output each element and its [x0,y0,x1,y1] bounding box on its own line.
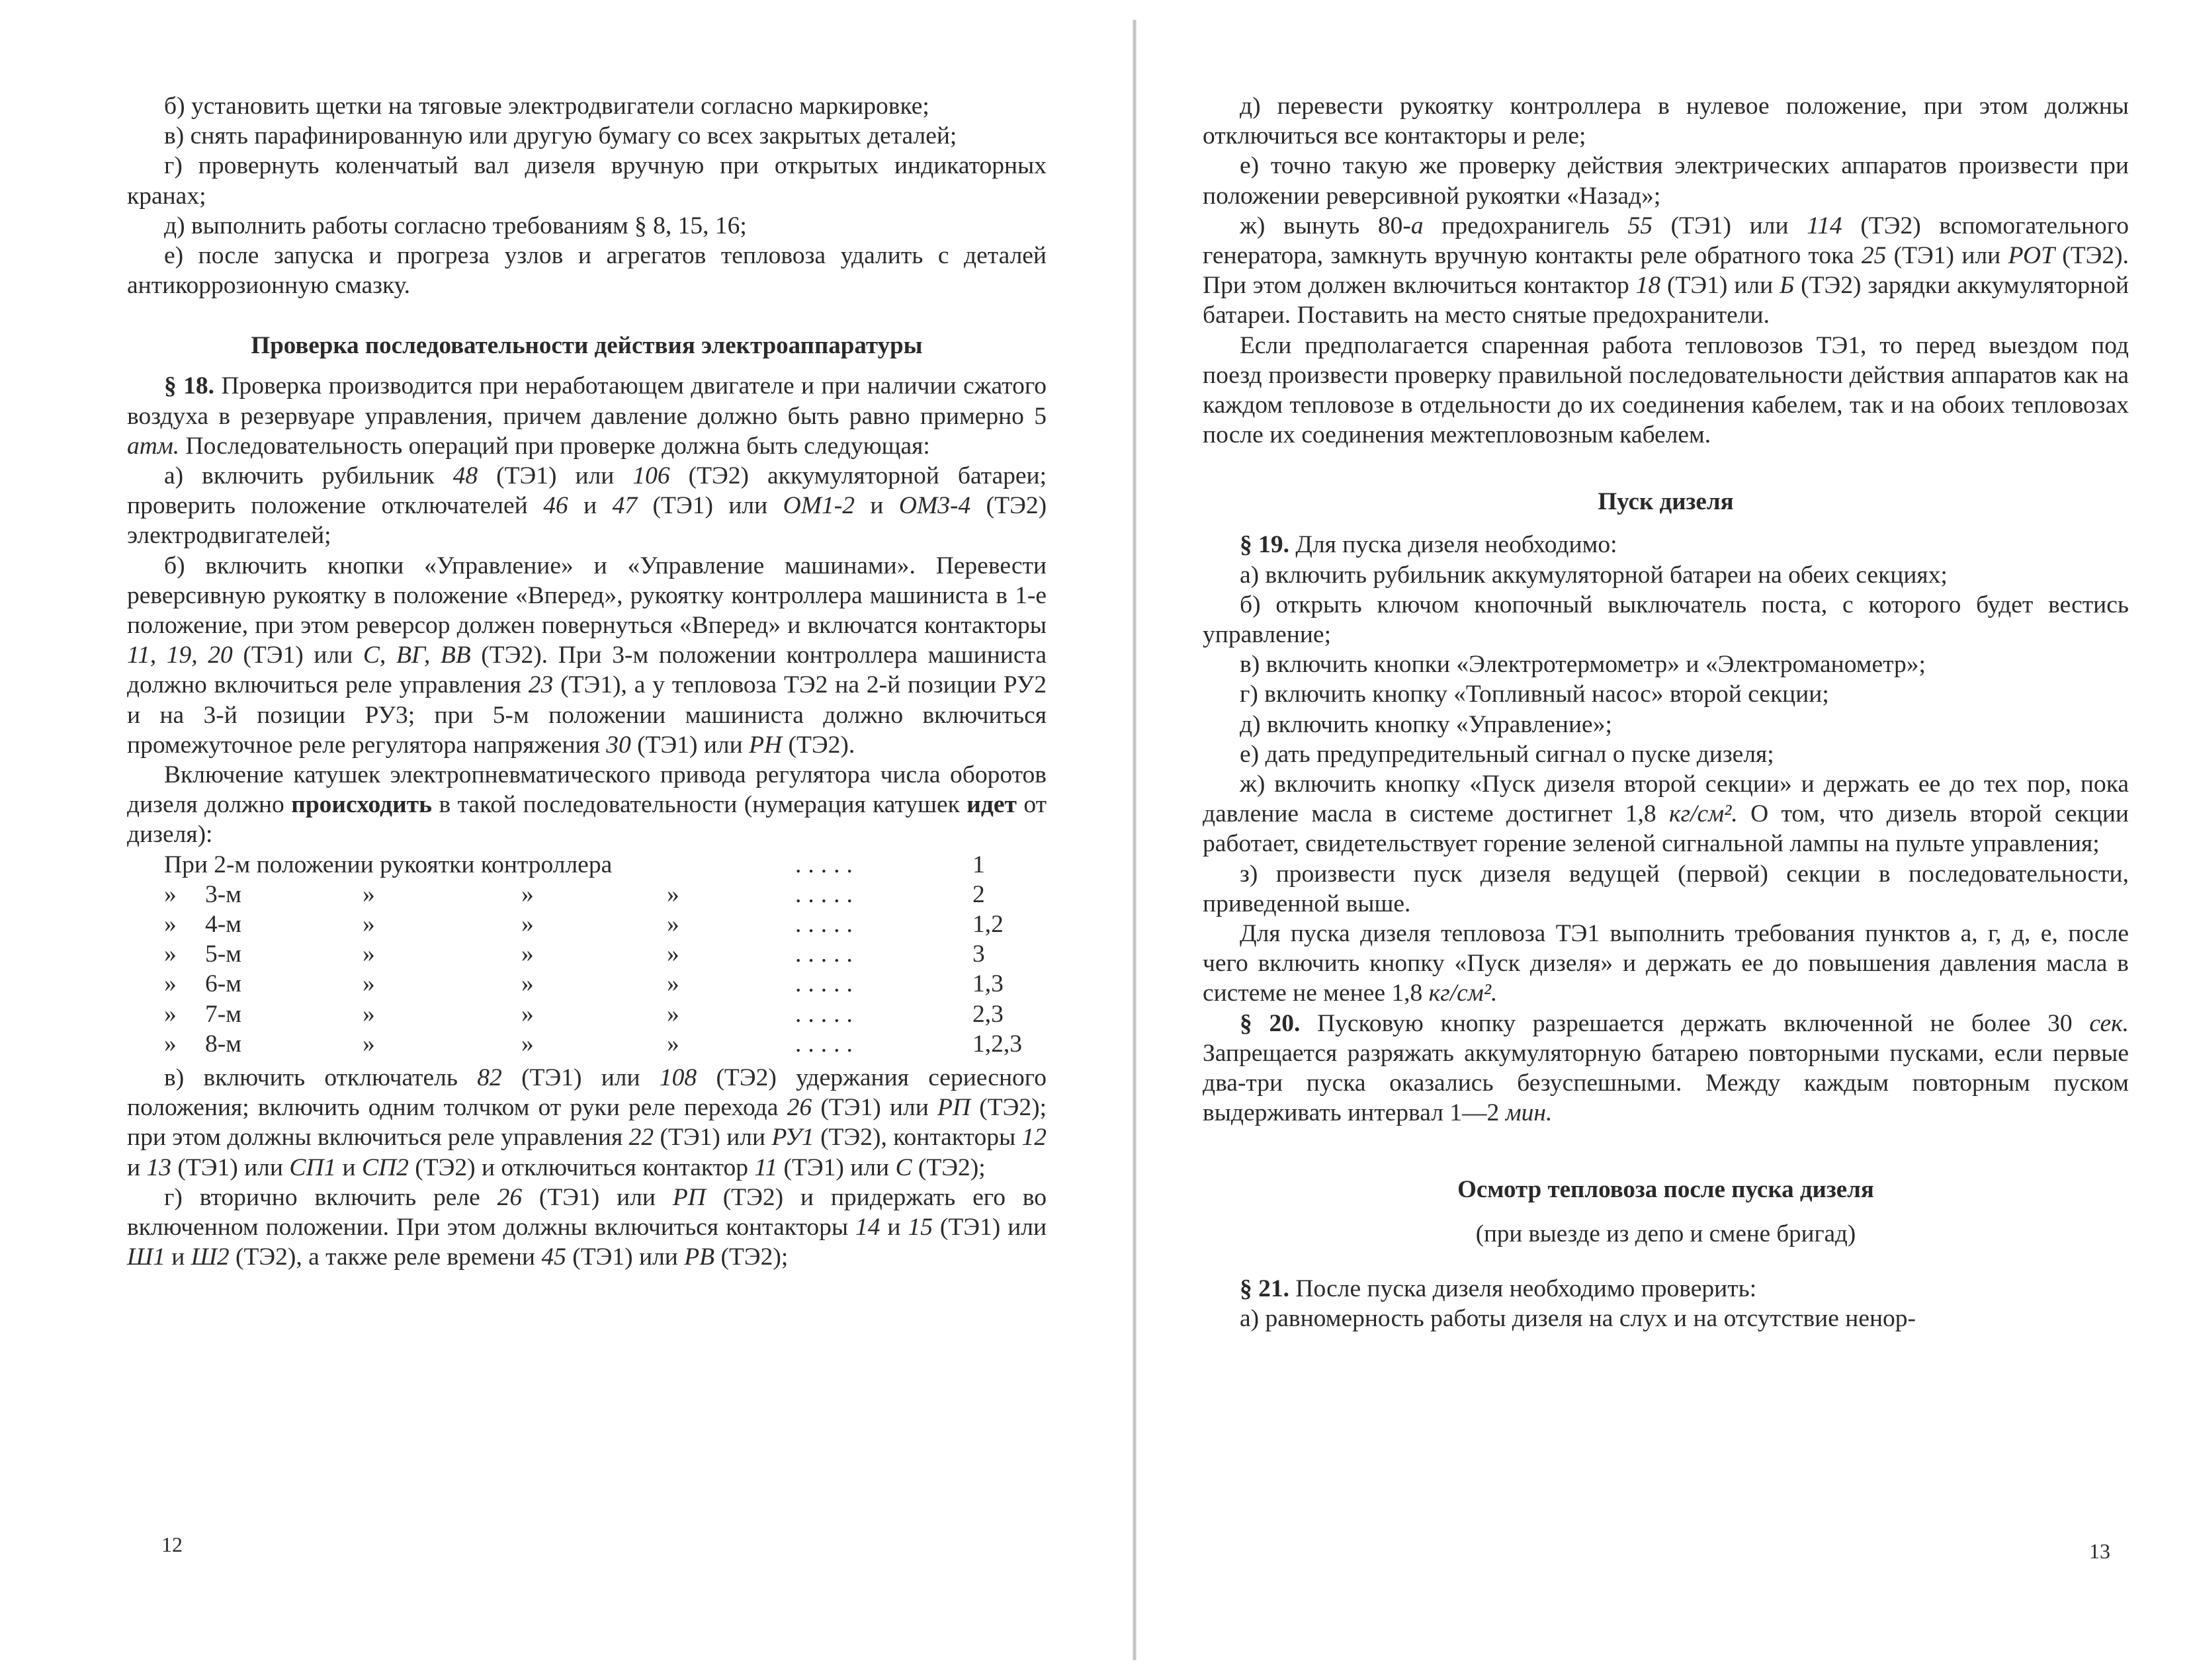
text-fragment: (ТЭ1) или [496,462,615,490]
ref-number: РВ [684,1243,715,1271]
step-d: д) включить кнопку «Управление»; [1240,710,1612,738]
step-a: а) включить рубильник аккумуляторной батареи на обеих секциях; [1240,561,1948,589]
table-value: 1,2,3 [972,1030,1022,1058]
ditto-mark: » [667,911,679,939]
text-fragment: Проверка производится при неработающем двигателе и при наличии сжатого воздуха в резервуаре управления, причем давление должно быть равно примерно 5 [127,372,1047,430]
table-value: 2,3 [972,1000,1004,1028]
text-fragment: (ТЭ2) электродвигателей; [127,492,1047,550]
text-fragment: г) вторично включить реле [164,1183,480,1211]
page-number-right: 13 [2089,1539,2110,1563]
text-fragment: ж) включить кнопку «Пуск дизеля второй секции» и держать ее до тех пор, пока давление масла в системе достигнет 1,8 [1203,771,2129,828]
section-heading: Осмотр тепловоза после пуска дизеля [1457,1175,1874,1203]
text-fragment: и [342,1154,356,1181]
text-fragment: (ТЭ1) или [783,1154,890,1181]
unit-label: мин. [1505,1099,1553,1127]
table-value: 1,3 [972,970,1004,998]
ref-number: 26 [787,1094,812,1122]
ref-number: 25 [1861,242,1887,270]
table-dots: ..... [795,911,859,939]
table-dots: ..... [795,970,859,998]
section-20-paragraph [1203,1009,2129,1128]
ref-number: СП2 [362,1154,409,1181]
text-fragment: предохранигель [1441,212,1610,239]
paragraph-zh [1203,211,2129,331]
table-row [127,969,1047,999]
text-fragment: (ТЭ1) или [572,1243,678,1271]
ref-number: СП1 [289,1154,337,1181]
ref-number: 12 [1021,1124,1047,1152]
ref-number: 106 [632,462,670,490]
coil-sequence-table [127,850,1047,1059]
text-fragment: а [1410,212,1424,239]
item-g-paragraph [127,1183,1047,1273]
text-fragment: (ТЭ2) и придержать его во включенном положении. При этом должны включиться контакторы [127,1183,1047,1241]
ref-number: С, ВГ, ВВ [363,642,471,669]
table-row [127,850,1047,880]
ditto-mark: » [363,1030,375,1058]
item-a-paragraph [127,461,1047,551]
paragraph-d: д) выполнить работы согласно требованиям § 8, 15, 16; [164,212,747,239]
text-fragment: (ТЭ1) или [177,1154,283,1181]
text-fragment: (ТЭ2); [720,1243,789,1271]
ref-number: 47 [612,492,638,520]
ref-number: 11, 19, 20 [127,642,233,669]
ditto-mark: » [521,1030,534,1058]
text-fragment: Запрещается разряжать аккумуляторную батарею повторными пусками, если первые два-три пуска оказались безуспешными. Между каждым повторным пуском выдерживать интервал 1—2 [1203,1039,2129,1127]
text-fragment: и [870,492,884,520]
text-fragment: (ТЭ1) или [1667,272,1774,300]
table-position: 6-м [205,970,241,998]
text-fragment: в) включить отключатель [164,1064,458,1091]
text-fragment: а) включить рубильник [164,462,435,490]
coils-paragraph [127,760,1047,850]
table-row [127,939,1047,969]
unit-label: кг/см². [1428,980,1498,1007]
ref-number: 45 [541,1243,566,1271]
te1-start-paragraph [1203,919,2129,1009]
text-fragment: Включение катушек электропневматического привода регулятора числа оборотов дизеля должно [127,761,1047,819]
table-position: 8-м [205,1030,241,1058]
text-fragment: (ТЭ1) или [521,1064,640,1091]
table-position: 4-м [205,911,241,939]
text-fragment: (ТЭ1) или [652,492,768,520]
ditto-mark: » [363,880,375,908]
text-fragment: (ТЭ2), а также реле времени [235,1243,535,1271]
section-number: § 19. [1240,531,1289,559]
section-18-paragraph [127,371,1047,461]
text-fragment: (ТЭ2); [918,1154,986,1181]
table-position: 5-м [205,941,241,968]
text-fragment: от дизеля): [127,791,1047,849]
text-fragment: (ТЭ2), контакторы [820,1124,1016,1152]
ditto-mark: » [164,880,177,908]
table-value: 2 [972,880,985,908]
table-row [127,909,1047,939]
ditto-mark: » [521,911,534,939]
table-dots: ..... [795,1000,859,1028]
step-zh [1203,769,2129,859]
paragraph-g: г) провернуть коленчатый вал дизеля вручную при открытых индикаторных кранах; [127,152,1047,210]
text-fragment: идет [967,791,1017,819]
unit-label: сек. [2089,1009,2129,1037]
ditto-mark: » [363,911,375,939]
text-fragment: (ТЭ2); при этом должны включиться реле управления [127,1094,1047,1152]
text-fragment: (ТЭ2). При 3-м положении контроллера машиниста должно включиться реле управления [127,642,1047,699]
paragraph-d: д) перевести рукоятку контроллера в нулевое положение, при этом должны отключиться все контакторы и реле; [1203,93,2129,150]
section-19-paragraph [1203,530,2129,560]
table-row [127,999,1047,1029]
ref-number: РН [749,731,783,759]
right-page [1203,91,2129,1333]
ref-number: 15 [908,1214,933,1241]
text-fragment: (ТЭ2). [788,731,855,759]
ditto-mark: » [363,941,375,968]
text-fragment: и [171,1243,185,1271]
table-dots: ..... [795,880,859,908]
text-fragment: (ТЭ2) и отключиться контактор [415,1154,749,1181]
text-fragment: в такой последовательности (нумерация катушек [439,791,960,819]
ref-number: РП [937,1094,971,1122]
ref-number: 11 [754,1154,778,1181]
text-fragment: (ТЭ1) или [1893,242,2001,270]
book-gutter [1133,20,1137,1660]
table-value: 1,2 [972,911,1004,939]
ref-number: Ш1 [127,1243,165,1271]
ref-number: 14 [855,1214,881,1241]
ref-number: 114 [1807,212,1842,239]
section-heading: Проверка последовательности действия электроаппаратуры [251,332,923,360]
ditto-mark: » [667,941,679,968]
ref-number: 13 [146,1154,171,1181]
unit-label: кг/см². [1668,800,1738,828]
ditto-mark: » [521,970,534,998]
text-fragment: Для пуска дизеля необходимо: [1295,531,1617,559]
paragraph-b: б) установить щетки на тяговые электродвигатели согласно маркировке; [164,93,929,120]
text-fragment: (ТЭ2) аккумуляторной батареи; проверить положение отключателей [127,462,1047,520]
ditto-mark: » [667,880,679,908]
ref-number: 46 [543,492,568,520]
text-fragment: происходить [291,791,433,819]
ref-number: 82 [477,1064,502,1091]
table-dots: ..... [795,851,859,878]
ditto-mark: » [521,941,534,968]
text-fragment: Пусковую кнопку разрешается держать включенной не более 30 [1317,1009,2073,1037]
step-e: е) дать предупредительный сигнал о пуске дизеля; [1240,740,1774,768]
text-fragment: (ТЭ1) или [1670,212,1789,239]
ref-number: 108 [659,1064,697,1091]
step-g: г) включить кнопку «Топливный насос» второй секции; [1240,681,1829,708]
paragraph-e: е) точно такую же проверку действия электрических аппаратов произвести при положении реверсивной рукоятки «Назад»; [1203,152,2129,210]
table-value: 3 [972,941,985,968]
text-fragment: (ТЭ2) вспомогательного генератора, замкнуть вручную контакты реле обратного тока [1203,212,2129,270]
paragraph-e: е) после запуска и прогреза узлов и агрегатов тепловоза удалить с деталей антикоррозионную смазку. [127,242,1047,300]
text-fragment: Для пуска дизеля тепловоза ТЭ1 выполнить требования пунктов а, г, д, е, после чего включить кнопку «Пуск дизеля» и держать ее до повышения давления масла в системе не менее 1,8 [1203,920,2129,1007]
text-fragment: б) включить кнопки «Управление» и «Управление машинами». Перевести реверсивную рукоятку в положение «Вперед», рукоятку контроллера машиниста в 1-е положение, при этом реверсор должен повернуться «Вперед» и включатся контакторы [127,552,1047,640]
paragraph-v: в) снять парафинированную или другую бумагу со всех закрытых деталей; [164,122,957,150]
ref-number: 30 [606,731,631,759]
section-number: § 18. [164,372,215,400]
text-fragment: (ТЭ1) или [538,1183,656,1211]
ref-number: ОМ1-2 [783,492,855,520]
ditto-mark: » [164,911,177,939]
ref-number: 26 [497,1183,523,1211]
text-fragment: ж) вынуть 80- [1240,212,1411,239]
text-fragment: (ТЭ1) или [637,731,743,759]
page-number-left: 12 [161,1533,183,1556]
text-fragment: После пуска дизеля необходимо проверить: [1295,1275,1757,1302]
ref-number: 18 [1635,272,1661,300]
text-fragment: и [583,492,597,520]
ref-number: 22 [628,1124,654,1152]
text-fragment: (ТЭ1) или [243,642,353,669]
ditto-mark: » [521,880,534,908]
ditto-mark: » [363,1000,375,1028]
ditto-mark: » [164,1000,177,1028]
ref-number: РП [672,1183,706,1211]
table-dots: ..... [795,941,859,968]
table-row [127,880,1047,909]
table-position: 3-м [205,880,241,908]
ref-number: 48 [452,462,478,490]
ref-number: 23 [528,671,554,699]
ref-number: РОТ [2008,242,2055,270]
table-value: 1 [972,851,985,878]
item-b-paragraph [127,551,1047,760]
step-z: з) произвести пуск дизеля ведущей (первой) секции в последовательности, приведенной выше. [1203,860,2129,917]
ditto-mark: » [363,970,375,998]
text-fragment: и [127,1154,141,1181]
ditto-mark: » [164,941,177,968]
text-fragment: (ТЭ1), а у тепловоза ТЭ2 на 2-й позиции РУ2 и на 3-й позиции РУ3; при 5-м положении машиниста должно включиться промежуточное реле регулятора напряжения [127,671,1047,759]
ditto-mark: » [164,970,177,998]
ditto-mark: » [667,1000,679,1028]
section-number: § 21. [1240,1275,1289,1302]
item-v-paragraph [127,1063,1047,1183]
ref-number: ОМ3-4 [898,492,971,520]
text-fragment: (ТЭ1) или [660,1124,766,1152]
step-b: б) открыть ключом кнопочный выключатель поста, с которого будет вестись управление; [1203,591,2129,649]
ref-number: Б [1780,272,1795,300]
text-fragment: Последовательность операций при проверке должна быть следующая: [185,432,930,460]
ditto-mark: » [667,970,679,998]
ref-number: Ш2 [191,1243,230,1271]
section-number: § 20. [1240,1009,1301,1037]
ditto-mark: » [521,1000,534,1028]
ref-number: С [895,1154,912,1181]
table-first-label: При 2-м положении рукоятки контроллера [164,851,613,878]
section-21-paragraph [1203,1274,2129,1304]
text-fragment: (ТЭ2) зарядки аккумуляторной батареи. Поставить на место снятые предохранители. [1203,272,2129,329]
check-a: а) равномерность работы дизеля на слух и на отсутствие ненор- [1240,1304,1916,1332]
ref-number: РУ1 [771,1124,814,1152]
text-fragment: (ТЭ2) удержания сериесного положения; включить одним толчком от руки реле перехода [127,1064,1047,1122]
ref-number: 55 [1627,212,1653,239]
section-heading: Пуск дизеля [1598,488,1734,516]
unit-label: атм. [127,432,180,460]
table-dots: ..... [795,1030,859,1058]
text-fragment: О том, что дизель второй секции работает, свидетельствует горение зеленой сигнальной лампы на пульте управления; [1203,800,2129,858]
step-v: в) включить кнопки «Электротермометр» и «Электроманометр»; [1240,651,1926,679]
left-page [127,91,1047,1272]
paired-operation-paragraph: Если предполагается спаренная работа тепловозов ТЭ1, то перед выездом под поезд произвести проверку правильной последовательности действия аппаратов как на каждом тепловозе в отдельности до их соединения кабелем, так и на обоих тепловозах после их соединения межтепловозным кабелем. [1203,331,2129,449]
ditto-mark: » [164,1030,177,1058]
ditto-mark: » [667,1030,679,1058]
table-row [127,1029,1047,1059]
text-fragment: и [887,1214,901,1241]
text-fragment: (ТЭ1) или [820,1094,929,1122]
text-fragment: (ТЭ2). При этом должен включиться контактор [1203,242,2129,300]
section-subheading: (при выезде из депо и смене бригад) [1475,1220,1856,1247]
table-position: 7-м [205,1000,241,1028]
text-fragment: (ТЭ1) или [939,1214,1047,1241]
